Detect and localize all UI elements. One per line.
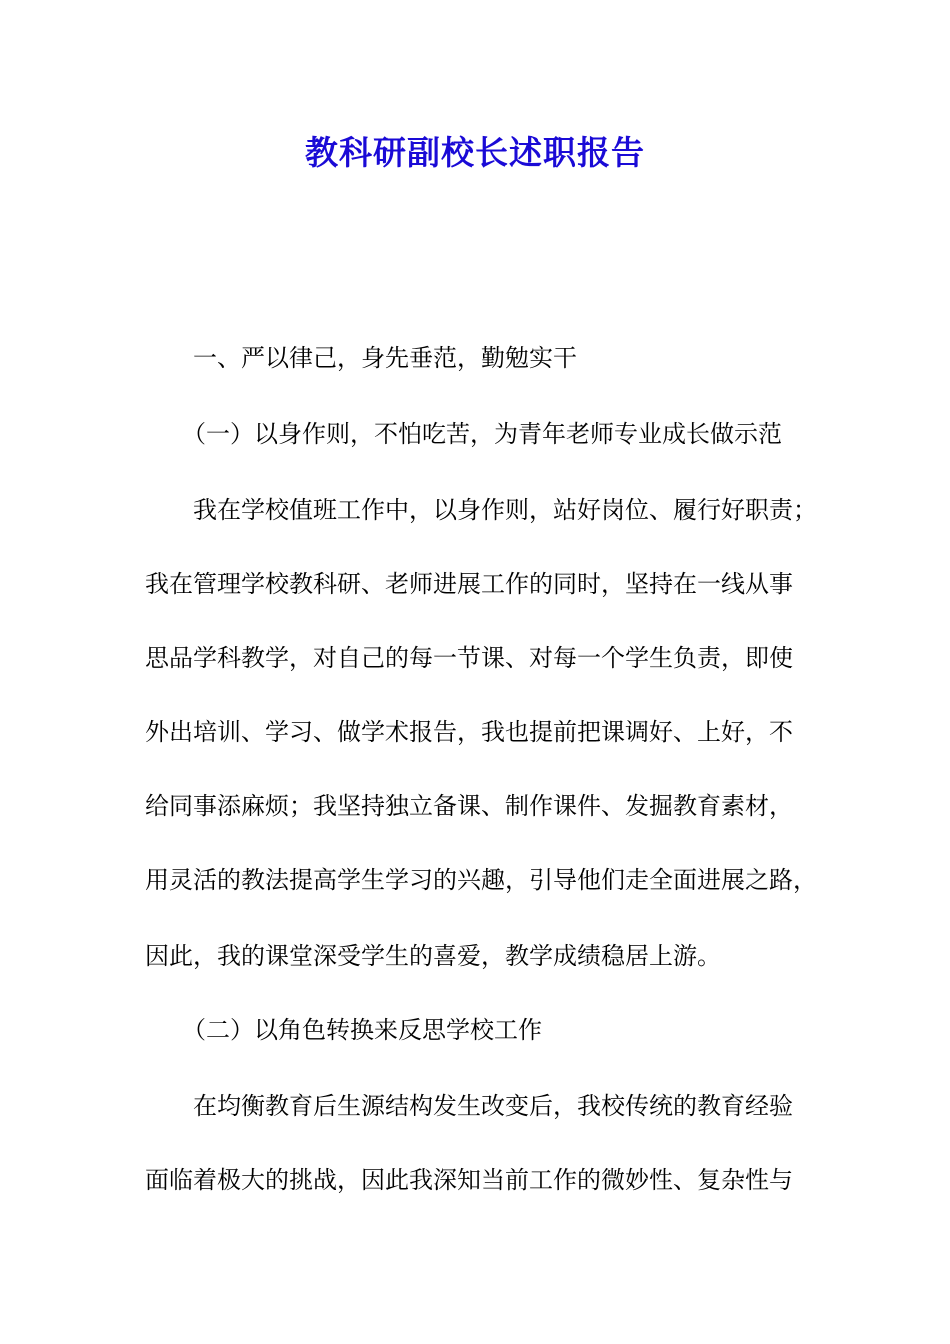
paragraph-line: 因此，我的课堂深受学生的喜爱，教学成绩稳居上游。 xyxy=(145,942,721,970)
paragraph-line: 思品学科教学，对自己的每一节课、对每一个学生负责，即使 xyxy=(145,644,793,672)
section-heading-1: 一、严以律己，身先垂范，勤勉实干 xyxy=(193,344,577,372)
paragraph-line: 我在管理学校教科研、老师进展工作的同时，坚持在一线从事 xyxy=(145,570,793,598)
paragraph-line: 面临着极大的挑战，因此我深知当前工作的微妙性、复杂性与 xyxy=(145,1166,793,1194)
paragraph-line: 在均衡教育后生源结构发生改变后，我校传统的教育经验 xyxy=(193,1092,793,1120)
paragraph-line: 我在学校值班工作中，以身作则，站好岗位、履行好职责； xyxy=(193,496,817,524)
paragraph-line: 用灵活的教法提高学生学习的兴趣，引导他们走全面进展之路， xyxy=(145,866,817,894)
document-title: 教科研副校长述职报告 xyxy=(305,133,645,172)
subsection-heading-2: （二）以角色转换来反思学校工作 xyxy=(182,1016,542,1044)
paragraph-line: 给同事添麻烦；我坚持独立备课、制作课件、发掘教育素材， xyxy=(145,792,793,820)
subsection-heading-1: （一）以身作则，不怕吃苦，为青年老师专业成长做示范 xyxy=(182,420,782,448)
paragraph-line: 外出培训、学习、做学术报告，我也提前把课调好、上好，不 xyxy=(145,718,793,746)
